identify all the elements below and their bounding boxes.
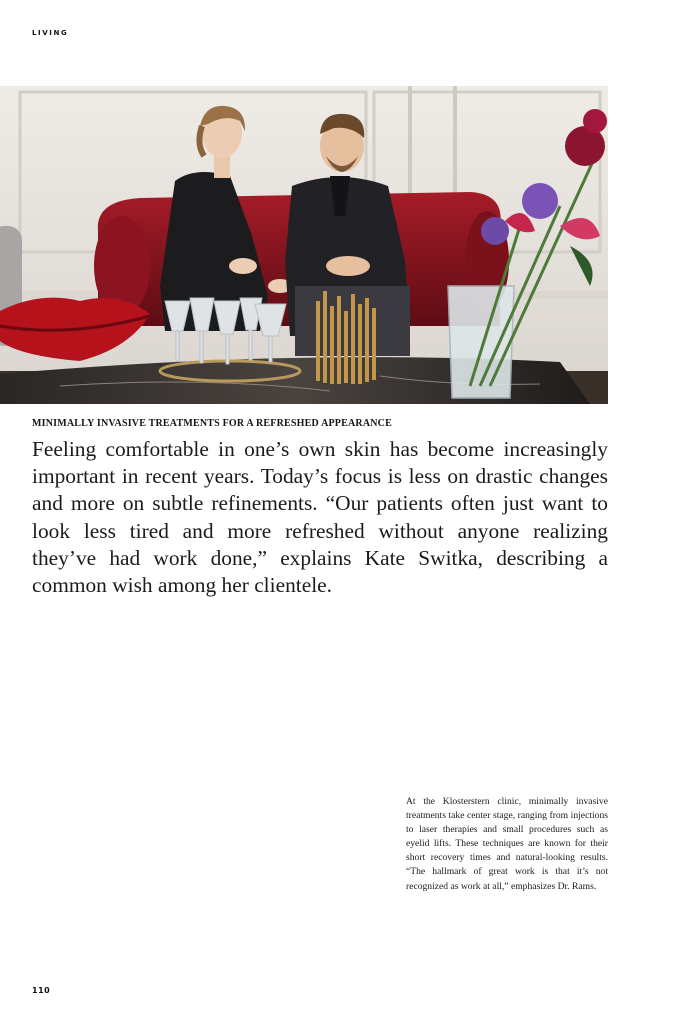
photo-illustration — [0, 86, 608, 404]
photo-caption: MINIMALLY INVASIVE TREATMENTS FOR A REFRESHED APPEARANCE — [32, 418, 392, 429]
lead-paragraph: Feeling comfortable in one’s own skin has become increasingly important in recent years. Today’s focus is less on drastic changes and more on subtle refinements. “Our patients often just want to look less tired and more refreshed without anyone realizing they’ve had work done,” explains Kate Switka, describing a common wish among her clientele. — [32, 437, 608, 598]
section-label: LIVING — [32, 29, 69, 37]
page-number: 110 — [32, 986, 51, 995]
article-photo — [0, 86, 608, 404]
sidebar-paragraph: At the Klosterstern clinic, minimally invasive treatments take center stage, ranging from injections to laser therapies and small procedures such as eyelid lifts. These techniques are known for their short recovery times and natural-looking results. “The hallmark of great work is that it’s not recognized as work at all,” emphasizes Dr. Rams. — [406, 796, 608, 892]
